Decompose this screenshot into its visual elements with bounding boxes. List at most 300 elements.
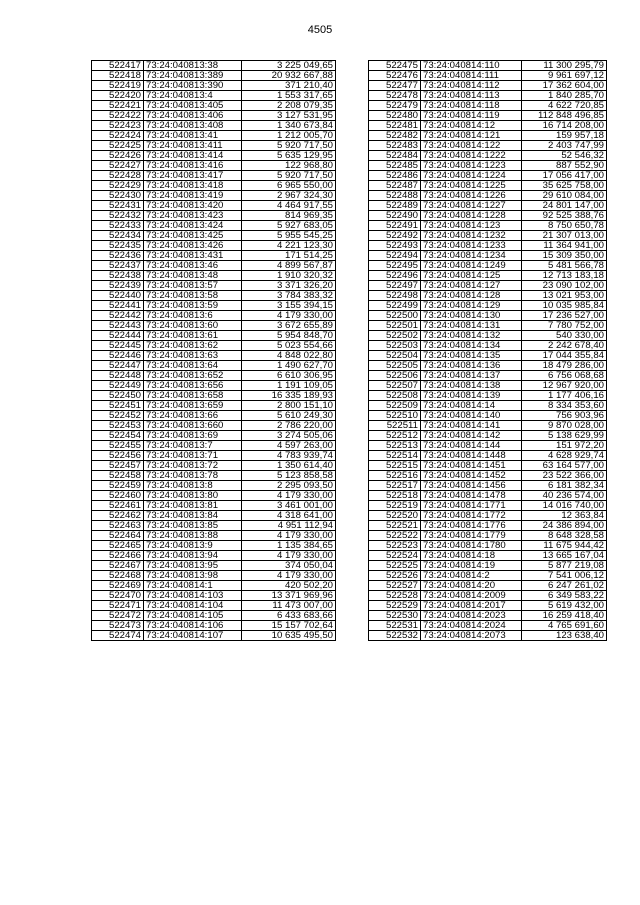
table-row bbox=[92, 91, 336, 101]
cadastral-value-cell: 16 714 208,00 bbox=[522, 121, 607, 131]
cadastral-value-cell: 52 546,32 bbox=[522, 151, 607, 161]
record-number-cell: 522419 bbox=[92, 81, 144, 91]
record-number-cell: 522423 bbox=[92, 121, 144, 131]
table-row bbox=[369, 591, 607, 601]
table-row bbox=[369, 121, 607, 131]
cadastral-value-cell: 2 242 678,40 bbox=[522, 341, 607, 351]
cadastral-value-cell: 6 181 382,34 bbox=[522, 481, 607, 491]
record-number-cell: 522431 bbox=[92, 201, 144, 211]
table-row bbox=[92, 571, 336, 581]
table-row bbox=[369, 471, 607, 481]
cadastral-number-cell: 73:24:040813:390 bbox=[144, 81, 242, 91]
cadastral-value-cell: 17 362 604,00 bbox=[522, 81, 607, 91]
record-number-cell: 522461 bbox=[92, 501, 144, 511]
cadastral-number-cell: 73:24:040814:12 bbox=[421, 121, 522, 131]
record-number-cell: 522460 bbox=[92, 491, 144, 501]
cadastral-number-cell: 73:24:040813:78 bbox=[144, 471, 242, 481]
cadastral-value-cell: 3 784 383,32 bbox=[242, 291, 336, 301]
cadastral-number-cell: 73:24:040814:1249 bbox=[421, 261, 522, 271]
cadastral-value-cell: 5 610 249,30 bbox=[242, 411, 336, 421]
table-row bbox=[92, 441, 336, 451]
record-number-cell: 522487 bbox=[369, 181, 421, 191]
cadastral-value-cell: 122 968,80 bbox=[242, 161, 336, 171]
cadastral-number-cell: 73:24:040814:121 bbox=[421, 131, 522, 141]
record-number-cell: 522425 bbox=[92, 141, 144, 151]
record-number-cell: 522471 bbox=[92, 601, 144, 611]
cadastral-value-cell: 6 756 068,68 bbox=[522, 371, 607, 381]
record-number-cell: 522427 bbox=[92, 161, 144, 171]
cadastral-number-cell: 73:24:040814:14 bbox=[421, 401, 522, 411]
cadastral-number-cell: 73:24:040813:85 bbox=[144, 521, 242, 531]
cadastral-value-cell: 171 514,25 bbox=[242, 251, 336, 261]
cadastral-number-cell: 73:24:040813:408 bbox=[144, 121, 242, 131]
table-row bbox=[92, 581, 336, 591]
cadastral-value-cell: 6 965 550,00 bbox=[242, 181, 336, 191]
cadastral-value-cell: 10 035 985,84 bbox=[522, 301, 607, 311]
page-number: 4505 bbox=[307, 24, 333, 36]
cadastral-number-cell: 73:24:040813:69 bbox=[144, 431, 242, 441]
cadastral-value-cell: 5 955 545,25 bbox=[242, 231, 336, 241]
cadastral-value-cell: 6 349 583,22 bbox=[522, 591, 607, 601]
cadastral-number-cell: 73:24:040814:129 bbox=[421, 301, 522, 311]
cadastral-value-cell: 5 481 566,78 bbox=[522, 261, 607, 271]
table-row bbox=[369, 571, 607, 581]
cadastral-number-cell: 73:24:040813:7 bbox=[144, 441, 242, 451]
table-row bbox=[92, 381, 336, 391]
record-number-cell: 522465 bbox=[92, 541, 144, 551]
cadastral-number-cell: 73:24:040814:125 bbox=[421, 271, 522, 281]
cadastral-number-cell: 73:24:040813:416 bbox=[144, 161, 242, 171]
cadastral-number-cell: 73:24:040814:105 bbox=[144, 611, 242, 621]
record-number-cell: 522502 bbox=[369, 331, 421, 341]
record-number-cell: 522506 bbox=[369, 371, 421, 381]
table-row bbox=[369, 581, 607, 591]
cadastral-number-cell: 73:24:040813:8 bbox=[144, 481, 242, 491]
cadastral-number-cell: 73:24:040813:66 bbox=[144, 411, 242, 421]
record-number-cell: 522508 bbox=[369, 391, 421, 401]
cadastral-number-cell: 73:24:040813:58 bbox=[144, 291, 242, 301]
table-row bbox=[92, 611, 336, 621]
cadastral-number-cell: 73:24:040814:20 bbox=[421, 581, 522, 591]
cadastral-value-cell: 11 300 295,79 bbox=[522, 61, 607, 71]
record-number-cell: 522433 bbox=[92, 221, 144, 231]
table-row bbox=[369, 111, 607, 121]
cadastral-number-cell: 73:24:040813:418 bbox=[144, 181, 242, 191]
record-number-cell: 522488 bbox=[369, 191, 421, 201]
cadastral-number-cell: 73:24:040813:406 bbox=[144, 111, 242, 121]
cadastral-value-cell: 35 625 758,00 bbox=[522, 181, 607, 191]
table-row bbox=[92, 591, 336, 601]
cadastral-number-cell: 73:24:040813:62 bbox=[144, 341, 242, 351]
table-row bbox=[369, 261, 607, 271]
cadastral-value-cell: 1 350 614,40 bbox=[242, 461, 336, 471]
record-number-cell: 522491 bbox=[369, 221, 421, 231]
cadastral-value-cell: 2 786 220,00 bbox=[242, 421, 336, 431]
cadastral-number-cell: 73:24:040814:1228 bbox=[421, 211, 522, 221]
table-row bbox=[369, 381, 607, 391]
record-number-cell: 522527 bbox=[369, 581, 421, 591]
cadastral-value-cell: 4 951 112,94 bbox=[242, 521, 336, 531]
table-row bbox=[369, 171, 607, 181]
record-number-cell: 522426 bbox=[92, 151, 144, 161]
record-number-cell: 522424 bbox=[92, 131, 144, 141]
record-number-cell: 522509 bbox=[369, 401, 421, 411]
cadastral-value-cell: 371 210,40 bbox=[242, 81, 336, 91]
record-number-cell: 522448 bbox=[92, 371, 144, 381]
cadastral-value-cell: 151 972,20 bbox=[522, 441, 607, 451]
cadastral-number-cell: 73:24:040813:48 bbox=[144, 271, 242, 281]
cadastral-value-cell: 1 191 109,05 bbox=[242, 381, 336, 391]
cadastral-number-cell: 73:24:040814:131 bbox=[421, 321, 522, 331]
table-row bbox=[92, 111, 336, 121]
table-row bbox=[92, 161, 336, 171]
record-number-cell: 522420 bbox=[92, 91, 144, 101]
cadastral-number-cell: 73:24:040814:1780 bbox=[421, 541, 522, 551]
record-number-cell: 522489 bbox=[369, 201, 421, 211]
cadastral-number-cell: 73:24:040813:389 bbox=[144, 71, 242, 81]
table-row bbox=[92, 361, 336, 371]
cadastral-number-cell: 73:24:040814:138 bbox=[421, 381, 522, 391]
record-number-cell: 522464 bbox=[92, 531, 144, 541]
cadastral-number-cell: 73:24:040814:136 bbox=[421, 361, 522, 371]
cadastral-number-cell: 73:24:040813:4 bbox=[144, 91, 242, 101]
cadastral-number-cell: 73:24:040813:405 bbox=[144, 101, 242, 111]
cadastral-number-cell: 73:24:040813:80 bbox=[144, 491, 242, 501]
record-number-cell: 522501 bbox=[369, 321, 421, 331]
cadastral-value-cell: 16 259 418,40 bbox=[522, 611, 607, 621]
cadastral-value-cell: 4 848 022,80 bbox=[242, 351, 336, 361]
cadastral-value-cell: 4 179 330,00 bbox=[242, 491, 336, 501]
record-number-cell: 522475 bbox=[369, 61, 421, 71]
cadastral-value-cell: 887 552,90 bbox=[522, 161, 607, 171]
record-number-cell: 522517 bbox=[369, 481, 421, 491]
cadastral-number-cell: 73:24:040814:122 bbox=[421, 141, 522, 151]
cadastral-number-cell: 73:24:040813:94 bbox=[144, 551, 242, 561]
table-row bbox=[92, 431, 336, 441]
table-row bbox=[92, 241, 336, 251]
record-number-cell: 522434 bbox=[92, 231, 144, 241]
record-number-cell: 522459 bbox=[92, 481, 144, 491]
cadastral-value-cell: 3 672 655,89 bbox=[242, 321, 336, 331]
table-row bbox=[369, 131, 607, 141]
cadastral-value-cell: 8 750 650,78 bbox=[522, 221, 607, 231]
table-row bbox=[369, 611, 607, 621]
table-row bbox=[369, 311, 607, 321]
record-number-cell: 522466 bbox=[92, 551, 144, 561]
table-row bbox=[369, 81, 607, 91]
cadastral-number-cell: 73:24:040813:9 bbox=[144, 541, 242, 551]
table-row bbox=[369, 251, 607, 261]
cadastral-number-cell: 73:24:040813:656 bbox=[144, 381, 242, 391]
cadastral-number-cell: 73:24:040813:423 bbox=[144, 211, 242, 221]
table-row bbox=[92, 181, 336, 191]
table-row bbox=[369, 521, 607, 531]
cadastral-number-cell: 73:24:040814:1772 bbox=[421, 511, 522, 521]
record-number-cell: 522523 bbox=[369, 541, 421, 551]
table-row bbox=[369, 181, 607, 191]
record-number-cell: 522484 bbox=[369, 151, 421, 161]
cadastral-value-cell: 123 638,40 bbox=[522, 631, 607, 641]
cadastral-value-cell: 1 212 005,70 bbox=[242, 131, 336, 141]
table-row bbox=[369, 161, 607, 171]
cadastral-number-cell: 73:24:040814:135 bbox=[421, 351, 522, 361]
record-number-cell: 522485 bbox=[369, 161, 421, 171]
cadastral-value-cell: 4 628 929,74 bbox=[522, 451, 607, 461]
record-number-cell: 522520 bbox=[369, 511, 421, 521]
table-row bbox=[92, 291, 336, 301]
record-number-cell: 522472 bbox=[92, 611, 144, 621]
cadastral-value-cell: 1 910 320,32 bbox=[242, 271, 336, 281]
cadastral-value-cell: 13 371 969,96 bbox=[242, 591, 336, 601]
cadastral-value-cell: 10 635 495,50 bbox=[242, 631, 336, 641]
table-row bbox=[369, 391, 607, 401]
cadastral-number-cell: 73:24:040814:1224 bbox=[421, 171, 522, 181]
cadastral-number-cell: 73:24:040813:659 bbox=[144, 401, 242, 411]
cadastral-value-cell: 1 135 384,65 bbox=[242, 541, 336, 551]
record-number-cell: 522453 bbox=[92, 421, 144, 431]
table-row bbox=[369, 441, 607, 451]
cadastral-number-cell: 73:24:040813:98 bbox=[144, 571, 242, 581]
record-number-cell: 522504 bbox=[369, 351, 421, 361]
cadastral-value-cell: 2 208 079,35 bbox=[242, 101, 336, 111]
cadastral-number-cell: 73:24:040814:1451 bbox=[421, 461, 522, 471]
cadastral-value-cell: 5 023 554,66 bbox=[242, 341, 336, 351]
record-number-cell: 522477 bbox=[369, 81, 421, 91]
record-number-cell: 522454 bbox=[92, 431, 144, 441]
table-row bbox=[369, 601, 607, 611]
cadastral-value-cell: 15 309 350,00 bbox=[522, 251, 607, 261]
record-number-cell: 522514 bbox=[369, 451, 421, 461]
cadastral-value-cell: 17 044 355,84 bbox=[522, 351, 607, 361]
cadastral-value-cell: 814 969,35 bbox=[242, 211, 336, 221]
table-row bbox=[369, 411, 607, 421]
table-row bbox=[369, 351, 607, 361]
table-row bbox=[92, 311, 336, 321]
record-number-cell: 522463 bbox=[92, 521, 144, 531]
cadastral-number-cell: 73:24:040813:6 bbox=[144, 311, 242, 321]
cadastral-number-cell: 73:24:040814:1776 bbox=[421, 521, 522, 531]
table-row bbox=[369, 371, 607, 381]
table-row bbox=[369, 551, 607, 561]
record-number-cell: 522440 bbox=[92, 291, 144, 301]
cadastral-value-cell: 3 461 001,00 bbox=[242, 501, 336, 511]
cadastral-value-cell: 12 363,84 bbox=[522, 511, 607, 521]
cadastral-value-cell: 11 364 941,00 bbox=[522, 241, 607, 251]
record-number-cell: 522519 bbox=[369, 501, 421, 511]
cadastral-number-cell: 73:24:040814:2009 bbox=[421, 591, 522, 601]
table-row bbox=[92, 201, 336, 211]
cadastral-value-cell: 14 016 740,00 bbox=[522, 501, 607, 511]
cadastral-value-cell: 9 870 028,00 bbox=[522, 421, 607, 431]
record-number-cell: 522418 bbox=[92, 71, 144, 81]
record-number-cell: 522480 bbox=[369, 111, 421, 121]
cadastral-number-cell: 73:24:040813:411 bbox=[144, 141, 242, 151]
cadastral-number-cell: 73:24:040813:424 bbox=[144, 221, 242, 231]
cadastral-number-cell: 73:24:040813:57 bbox=[144, 281, 242, 291]
cadastral-number-cell: 73:24:040814:140 bbox=[421, 411, 522, 421]
cadastral-number-cell: 73:24:040813:41 bbox=[144, 131, 242, 141]
record-number-cell: 522498 bbox=[369, 291, 421, 301]
cadastral-value-cell: 7 541 006,12 bbox=[522, 571, 607, 581]
table-row bbox=[92, 231, 336, 241]
registry-table-left bbox=[91, 60, 336, 641]
cadastral-value-cell: 6 247 261,02 bbox=[522, 581, 607, 591]
cadastral-value-cell: 9 961 697,12 bbox=[522, 71, 607, 81]
table-row bbox=[369, 631, 607, 641]
record-number-cell: 522451 bbox=[92, 401, 144, 411]
record-number-cell: 522437 bbox=[92, 261, 144, 271]
cadastral-number-cell: 73:24:040814:104 bbox=[144, 601, 242, 611]
cadastral-value-cell: 4 179 330,00 bbox=[242, 551, 336, 561]
cadastral-number-cell: 73:24:040814:103 bbox=[144, 591, 242, 601]
table-row bbox=[369, 401, 607, 411]
cadastral-number-cell: 73:24:040813:419 bbox=[144, 191, 242, 201]
cadastral-number-cell: 73:24:040813:59 bbox=[144, 301, 242, 311]
cadastral-number-cell: 73:24:040813:72 bbox=[144, 461, 242, 471]
record-number-cell: 522499 bbox=[369, 301, 421, 311]
cadastral-number-cell: 73:24:040813:71 bbox=[144, 451, 242, 461]
record-number-cell: 522507 bbox=[369, 381, 421, 391]
cadastral-number-cell: 73:24:040814:1456 bbox=[421, 481, 522, 491]
cadastral-number-cell: 73:24:040814:127 bbox=[421, 281, 522, 291]
table-row bbox=[369, 191, 607, 201]
record-number-cell: 522490 bbox=[369, 211, 421, 221]
cadastral-number-cell: 73:24:040813:431 bbox=[144, 251, 242, 261]
cadastral-value-cell: 1 490 627,70 bbox=[242, 361, 336, 371]
cadastral-number-cell: 73:24:040814:2 bbox=[421, 571, 522, 581]
cadastral-number-cell: 73:24:040813:425 bbox=[144, 231, 242, 241]
table-row bbox=[369, 491, 607, 501]
cadastral-value-cell: 13 665 167,04 bbox=[522, 551, 607, 561]
table-row bbox=[92, 631, 336, 641]
cadastral-number-cell: 73:24:040814:134 bbox=[421, 341, 522, 351]
cadastral-value-cell: 5 920 717,50 bbox=[242, 171, 336, 181]
table-row bbox=[92, 371, 336, 381]
table-row bbox=[369, 61, 607, 71]
table-row bbox=[92, 251, 336, 261]
record-number-cell: 522492 bbox=[369, 231, 421, 241]
record-number-cell: 522446 bbox=[92, 351, 144, 361]
record-number-cell: 522526 bbox=[369, 571, 421, 581]
table-row bbox=[369, 221, 607, 231]
table-row bbox=[369, 71, 607, 81]
table-row bbox=[369, 281, 607, 291]
record-number-cell: 522482 bbox=[369, 131, 421, 141]
table-row bbox=[92, 151, 336, 161]
record-number-cell: 522473 bbox=[92, 621, 144, 631]
record-number-cell: 522458 bbox=[92, 471, 144, 481]
table-row bbox=[92, 171, 336, 181]
cadastral-value-cell: 3 274 505,06 bbox=[242, 431, 336, 441]
cadastral-number-cell: 73:24:040814:1226 bbox=[421, 191, 522, 201]
cadastral-number-cell: 73:24:040814:2023 bbox=[421, 611, 522, 621]
record-number-cell: 522441 bbox=[92, 301, 144, 311]
cadastral-number-cell: 73:24:040813:63 bbox=[144, 351, 242, 361]
cadastral-number-cell: 73:24:040814:1233 bbox=[421, 241, 522, 251]
table-row bbox=[92, 411, 336, 421]
cadastral-value-cell: 23 522 366,00 bbox=[522, 471, 607, 481]
table-row bbox=[92, 351, 336, 361]
cadastral-value-cell: 11 675 944,42 bbox=[522, 541, 607, 551]
table-row bbox=[369, 141, 607, 151]
record-number-cell: 522518 bbox=[369, 491, 421, 501]
cadastral-value-cell: 4 464 917,55 bbox=[242, 201, 336, 211]
cadastral-number-cell: 73:24:040814:1227 bbox=[421, 201, 522, 211]
cadastral-value-cell: 63 164 577,00 bbox=[522, 461, 607, 471]
table-row bbox=[92, 281, 336, 291]
cadastral-number-cell: 73:24:040814:141 bbox=[421, 421, 522, 431]
table-row bbox=[369, 231, 607, 241]
table-row bbox=[92, 301, 336, 311]
record-number-cell: 522469 bbox=[92, 581, 144, 591]
cadastral-number-cell: 73:24:040814:128 bbox=[421, 291, 522, 301]
cadastral-value-cell: 12 967 920,00 bbox=[522, 381, 607, 391]
table-row bbox=[92, 501, 336, 511]
cadastral-value-cell: 8 648 328,58 bbox=[522, 531, 607, 541]
table-row bbox=[369, 241, 607, 251]
cadastral-number-cell: 73:24:040813:417 bbox=[144, 171, 242, 181]
record-number-cell: 522474 bbox=[92, 631, 144, 641]
record-number-cell: 522479 bbox=[369, 101, 421, 111]
table-row bbox=[369, 291, 607, 301]
cadastral-number-cell: 73:24:040814:19 bbox=[421, 561, 522, 571]
cadastral-value-cell: 4 221 123,30 bbox=[242, 241, 336, 251]
cadastral-number-cell: 73:24:040814:119 bbox=[421, 111, 522, 121]
cadastral-value-cell: 7 780 752,00 bbox=[522, 321, 607, 331]
record-number-cell: 522516 bbox=[369, 471, 421, 481]
record-number-cell: 522478 bbox=[369, 91, 421, 101]
cadastral-number-cell: 73:24:040814:112 bbox=[421, 81, 522, 91]
cadastral-value-cell: 17 056 417,00 bbox=[522, 171, 607, 181]
cadastral-value-cell: 2 967 324,30 bbox=[242, 191, 336, 201]
table-row bbox=[369, 501, 607, 511]
cadastral-value-cell: 756 903,96 bbox=[522, 411, 607, 421]
cadastral-number-cell: 73:24:040813:414 bbox=[144, 151, 242, 161]
table-row bbox=[92, 551, 336, 561]
cadastral-number-cell: 73:24:040814:106 bbox=[144, 621, 242, 631]
cadastral-number-cell: 73:24:040814:1232 bbox=[421, 231, 522, 241]
cadastral-value-cell: 23 090 102,00 bbox=[522, 281, 607, 291]
cadastral-number-cell: 73:24:040814:118 bbox=[421, 101, 522, 111]
cadastral-value-cell: 5 877 219,08 bbox=[522, 561, 607, 571]
cadastral-value-cell: 5 954 848,70 bbox=[242, 331, 336, 341]
cadastral-number-cell: 73:24:040813:660 bbox=[144, 421, 242, 431]
table-row bbox=[369, 301, 607, 311]
cadastral-value-cell: 5 619 432,00 bbox=[522, 601, 607, 611]
table-row bbox=[92, 601, 336, 611]
table-row bbox=[92, 211, 336, 221]
cadastral-number-cell: 73:24:040814:130 bbox=[421, 311, 522, 321]
cadastral-value-cell: 24 801 147,00 bbox=[522, 201, 607, 211]
table-row bbox=[92, 471, 336, 481]
table-row bbox=[92, 511, 336, 521]
table-row bbox=[369, 271, 607, 281]
cadastral-value-cell: 1 840 285,70 bbox=[522, 91, 607, 101]
cadastral-number-cell: 73:24:040814:1225 bbox=[421, 181, 522, 191]
record-number-cell: 522429 bbox=[92, 181, 144, 191]
cadastral-number-cell: 73:24:040814:1452 bbox=[421, 471, 522, 481]
record-number-cell: 522510 bbox=[369, 411, 421, 421]
cadastral-number-cell: 73:24:040814:123 bbox=[421, 221, 522, 231]
table-row bbox=[92, 481, 336, 491]
table-row bbox=[92, 101, 336, 111]
record-number-cell: 522522 bbox=[369, 531, 421, 541]
table-row bbox=[92, 131, 336, 141]
table-row bbox=[369, 561, 607, 571]
record-number-cell: 522450 bbox=[92, 391, 144, 401]
cadastral-number-cell: 73:24:040814:1 bbox=[144, 581, 242, 591]
table-row bbox=[92, 61, 336, 71]
